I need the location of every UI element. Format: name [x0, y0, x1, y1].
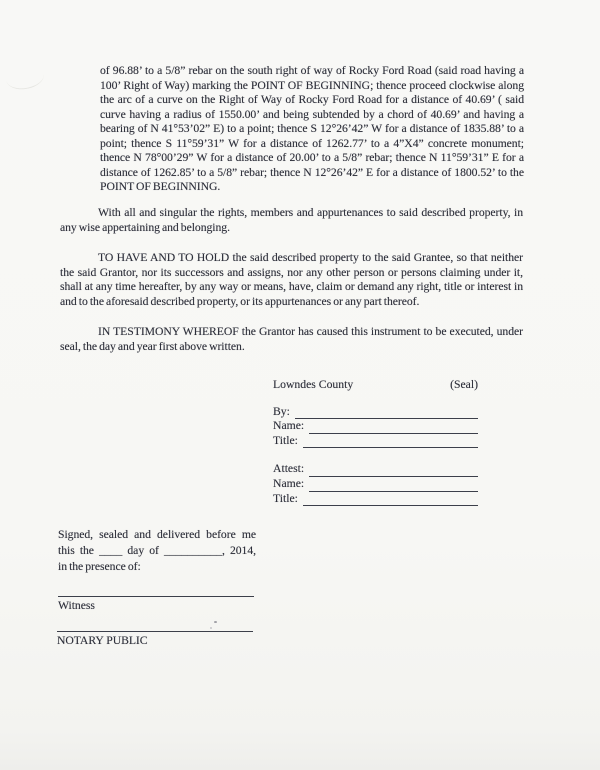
legal-description-line: thence N 78°00’29” W for a distance of 20.00’ to a 5/8” rebar; thence N 11°59’31” E for a [100, 151, 524, 164]
legal-description-line: bearing of N 41°53’02” E) to a point; thence S 12°26’42” W for a distance of 1835.88’ to a [100, 122, 524, 135]
paragraph-line: TO HAVE AND TO HOLD the said described property to the said Grantee, so that neither [98, 251, 523, 264]
attest-name-label: Name: [273, 477, 305, 491]
closing-line: in the presence of: [58, 560, 141, 574]
by-signature-line [295, 405, 478, 419]
legal-description-line: curve having a radius of 1550.00’ and being subtended by a chord of 40.69’ and having a [100, 107, 524, 121]
name-signature-line [309, 420, 478, 434]
attest-title-label: Title: [273, 491, 298, 505]
paragraph-line: the said Grantor, nor its successors and assigns, nor any other person or persons claiming under it, [60, 265, 523, 279]
habendum-paragraph [60, 251, 523, 309]
scan-speck-mark [214, 621, 217, 623]
legal-description-line: the arc of a curve on the Right of Way of Rocky Ford Road for a distance of 40.69’ ( said [100, 93, 524, 106]
seal-label: (Seal) [450, 378, 478, 392]
grantor-signature-block [273, 378, 478, 506]
attestation-closing [58, 527, 256, 576]
closing-line: this the ____ day of __________, 2014, [58, 544, 256, 558]
paragraph-line: and to the aforesaid described property, or its appurtenances or any part thereof. [60, 294, 420, 308]
legal-description-line: of 96.88’ to a 5/8” rebar on the south right of way of Rocky Ford Road (said road having a [100, 64, 524, 77]
witness-label: Witness [58, 599, 95, 612]
paragraph-line: With all and singular the rights, members and appurtenances to said described property, in [98, 206, 523, 219]
paper-crease-mark [4, 63, 45, 92]
paragraph-line: IN TESTIMONY WHEREOF the Grantor has caused this instrument to be executed, under [98, 325, 523, 338]
paragraph-line: any wise appertaining and belonging. [60, 220, 230, 234]
witness-block [58, 589, 254, 613]
notary-signature-line [57, 624, 253, 632]
grantor-name: Lowndes County [273, 378, 354, 392]
testimonium-paragraph [60, 325, 523, 354]
notary-block [57, 624, 253, 648]
title-signature-line [303, 434, 478, 448]
legal-description-line: POINT OF BEGINNING. [100, 180, 221, 193]
by-label: By: [273, 404, 290, 418]
legal-description-line: distance of 1262.85’ to a 5/8” rebar; thence N 12°26’42” E for a distance of 1800.52’ to the [100, 165, 524, 179]
legal-description-line: 100’ Right of Way) marking the POINT OF BEGINNING; thence proceed clockwise along [100, 78, 524, 92]
closing-line: Signed, sealed and delivered before me [58, 528, 256, 541]
paragraph-line: shall at any time hereafter, by any way or means, have, claim or demand any right, title or interest in [60, 280, 523, 293]
name-label: Name: [273, 419, 305, 433]
legal-description [100, 64, 524, 195]
scan-speck-mark [210, 627, 212, 629]
legal-description-line: point; thence S 11°59’31” W for a distance of 1262.77’ to a 4”X4” concrete monument; [100, 136, 524, 150]
witness-signature-line [58, 589, 254, 597]
attest-name-signature-line [309, 478, 478, 492]
attest-title-signature-line [303, 492, 478, 506]
notary-label: NOTARY PUBLIC [57, 634, 148, 647]
attest-signature-line [309, 463, 478, 477]
title-label: Title: [273, 433, 298, 447]
attest-label: Attest: [273, 462, 305, 476]
paragraph-line: seal, the day and year first above written. [60, 339, 245, 353]
appurtenances-paragraph [60, 206, 523, 235]
